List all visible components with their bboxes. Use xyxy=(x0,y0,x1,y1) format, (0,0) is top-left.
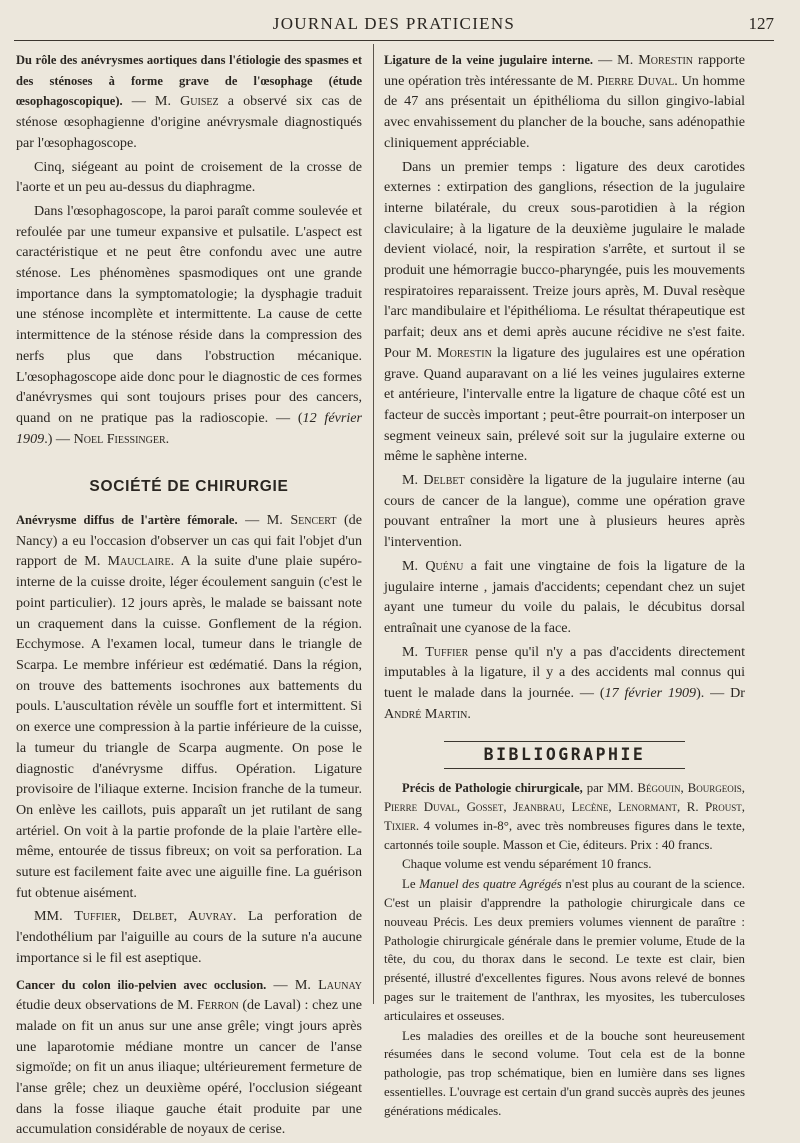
author-name: Sencert xyxy=(290,512,337,529)
paragraph: M. Quénu a fait une vingtaine de fois la ligature de la jugulaire interne , jamais d'accidents; cependant chez un sujet ayant une tumeur du voile du palais, le décubitus dorsal entraînait une cyanose de la face. xyxy=(384,557,745,636)
left-column xyxy=(16,50,362,1143)
journal-title: JOURNAL DES PRATICIENS xyxy=(272,14,516,33)
author-name: Morestin xyxy=(437,344,492,361)
signature: André Martin xyxy=(384,705,468,722)
paragraph: Dans un premier temps : ligature des deux carotides externes : extirpation des ganglions, résection de la jugulaire interne bilatérale, du creux sous-parotidien à la région claviculaire; à la ligature de la deuxième jugulaire le malade devient violacé, noir, la respiration s'arrête, et surtout il se produit une hémorragie bucco-pharyngée, puis les mouvements respiratoires reparaissent. Treize jours après, M. Duval resèque l'arc mandibulaire et l'épithélioma. Le résultat thérapeutique est parfait; deux ans et demi après aucune récidive ne s'est faite. Pour M. Morestin la ligature des jugulaires est une opération grave. Quand auparavant on a lié les veines jugulaires externe et antérieure, l'intervalle entre la ligature de chaque côté est un facteur de succès important ; peut-être pourrait-on interposer un segment veineux sain, prélevé soit sur la jugulaire externe ou même le saphène interne. xyxy=(384,158,745,465)
author-name: Morestin xyxy=(638,52,694,68)
author-name: Mauclaire xyxy=(107,553,171,570)
page-number: 127 xyxy=(748,14,774,33)
paragraph: M. Tuffier pense qu'il n'y a pas d'accidents directement imputables à la ligature, il y a des accidents mal connus qui tuent le malade dans la journée. — (17 février 1909). — Dr André Martin. xyxy=(384,643,745,722)
paragraph: MM. Tuffier, Delbet, Auvray. La perforation de l'endothélium par l'aiguille au cours de la suture n'a aucune importance si le fil est aseptique. xyxy=(16,908,362,966)
author-name: Quénu xyxy=(425,557,464,574)
date: 12 février 1909 xyxy=(16,409,362,447)
running-header xyxy=(14,12,774,41)
article-heading: Ligature de la veine jugulaire interne. xyxy=(384,53,594,67)
column-divider xyxy=(373,44,374,1004)
author-name: Delbet xyxy=(423,472,465,489)
date: 17 février 1909 xyxy=(604,685,697,702)
signature: Noel Fiessinger. xyxy=(73,430,170,447)
author-names: Bégouin, Bourgeois, Pierre Duval, Gosset, Jeanbrau, Lecène, Lenormant, R. Proust, Tixier xyxy=(384,781,745,833)
paragraph: M. Delbet considère la ligature de la jugulaire interne (au cours de cancer de la langue), comme une opération grave pouvant entraîner la mort une à plusieurs heures après l'intervention. xyxy=(384,472,745,551)
article-femoral-aneurysm: Anévrysme diffus de l'artère fémorale. — M. Sencert (de Nancy) a eu l'occasion d'observer un cas qui fait l'objet d'un rapport de M. Mauclaire. A la suite d'une plaie supéro-interne de la cuisse droite, léger écoulement sanguin (c'est le point particulier). 12 jours après, le malade se baissant note un craquement dans la cuisse. Gonflement de la région. Ecchymose. A l'examen local, tumeur dans le triangle de Scarpa. Le membre inférieur est œdématié. Dans la région, on trouve des battements isochrones aux battements du pouls. L'auscultation révèle un souffle fort et intermittent. Si on exerce une compression à la partie inférieure de la cuisse, la tumeur du triangle de Scarpa augmente. On pose le diagnostic d'anévrysme diffus. Opération. Ligature provisoire de l'iliaque externe. Incision franche de la tumeur. On enlève les caillots, puis apparaît un jet rutilant de sang artériel. On voit à la partie profonde de la plaie l'artère elle-même, entourée de tissus fibreux; on voit sa perforation. La suture est facilement faite avec une aiguille fine. La guérison fut obtenue aisément. xyxy=(16,512,362,901)
bibliography-section xyxy=(384,779,745,1120)
section-title: SOCIÉTÉ DE CHIRURGIE xyxy=(89,478,289,496)
paragraph: Le Manuel des quatre Agrégés n'est plus au courant de la science. C'est un plaisir d'apprendre la pathologie chirurgicale dans ce nouveau Précis. Les deux premiers volumes viennent de paraître : Pathologie chirurgicale générale dans le premier volume, Etude de la tête, du cou, du thorax dans le second. Le texte est clair, bien présenté, illustré d'excellentes figures. Nous avons relevé de bonnes pages sur le traitement de l'anthrax, les myosites, les tuberculoses articulaires et osseuses. xyxy=(384,877,745,1023)
right-column xyxy=(384,50,745,1122)
paragraph: Chaque volume est vendu séparément 10 francs. xyxy=(402,857,652,872)
author-name: Ferron xyxy=(196,997,239,1014)
paragraph: Les maladies des oreilles et de la bouche sont heureusement résumées dans le second volume. Tout cela est de la bonne pathologie, pas trop schématique, bien en lumière dans ses lignes essentielles. L'ouvrage est certain d'un grand succès auprès des jeunes générations médicales. xyxy=(384,1028,745,1118)
author-names: Tuffier, Delbet, Auvray xyxy=(74,908,233,925)
bibliography-title: BIBLIOGRAPHIE xyxy=(483,744,646,764)
article-heading: Du rôle des anévrysmes aortiques dans l'étiologie des spasmes et des sténoses à forme grave de l'œsophage (étude œsophagoscopique). xyxy=(16,53,362,109)
cited-work: Manuel des quatre Agrégés xyxy=(419,877,562,892)
author-name: Launay xyxy=(318,976,362,993)
article-jugular-ligature: Ligature de la veine jugulaire interne. — M. Morestin rapporte une opération très intéressante de M. Pierre Duval. Un homme de 47 ans présentait un épithélioma du sillon gingivo-labial avec envahissement du plancher de la bouche, sans adénopathie cliniquement appréciable. xyxy=(384,52,745,151)
author-name: Guisez xyxy=(180,93,219,110)
bibliography-heading xyxy=(384,745,745,766)
book-title: Précis de Pathologie chirurgicale, xyxy=(402,781,583,796)
article-heading: Cancer du colon ilio-pelvien avec occlusion. xyxy=(16,977,267,992)
article-colon-cancer: Cancer du colon ilio-pelvien avec occlusion. — M. Launay étudie deux observations de M. Ferron (de Laval) : chez une malade on fit un anus sur une anse grêle; vingt jours après une laparotomie médiane montre un cancer de l'anse sigmoïde; on fit un anus iliaque; ultérieurement fermeture de l'anse grêle; chez un deuxième opéré, l'occlusion siégeant dans la fosse iliaque gauche était produite par une accumulation considérable de noyaux de cerise. xyxy=(16,976,362,1138)
heading-rule xyxy=(444,741,685,742)
article-aortic-aneurysms: Du rôle des anévrysmes aortiques dans l'étiologie des spasmes et des sténoses à forme grave de l'œsophage (étude œsophagoscopique). — M. Guisez a observé six cas de sténose œsophagienne d'origine anévrysmale diagnostiqués par l'œsophagoscope. xyxy=(16,53,362,151)
paragraph: Cinq, siégeant au point de croisement de la crosse de l'aorte et un peu au-dessus du diaphragme. xyxy=(16,158,362,196)
paragraph: Dans l'œsophagoscope, la paroi paraît comme soulevée et refoulée par une tumeur expansive et pulsatile. L'aspect est caractéristique et ne peut être confondu avec une autre sténose. Les phénomènes spasmodiques ont une grande importance dans la symptomatologie; la dysphagie traduit une sténose incomplète et intermittente. La cause de cette intermittence de la sténose réside dans la compression des nerfs plus que dans l'obstruction mécanique. L'œsophagoscope aide donc pour le diagnostic de ces formes d'anévrysmes qui sont toujours prises pour des cancers, quand on ne pratique pas la radioscopie. — (12 février 1909.) — Noel Fiessinger. xyxy=(16,202,362,447)
article-heading: Anévrysme diffus de l'artère fémorale. xyxy=(16,513,238,528)
author-name: Tuffier xyxy=(425,643,469,660)
author-name: Pierre Duval xyxy=(596,72,675,89)
book-entry: Précis de Pathologie chirurgicale, par MM. Bégouin, Bourgeois, Pierre Duval, Gosset, Jeanbrau, Lecène, Lenormant, R. Proust, Tixier. 4 volumes in-8°, avec très nombreuses figures dans le texte, cartonnés toile souple. Masson et Cie, éditeurs. Prix : 40 francs. xyxy=(384,781,745,852)
heading-rule xyxy=(444,768,685,769)
